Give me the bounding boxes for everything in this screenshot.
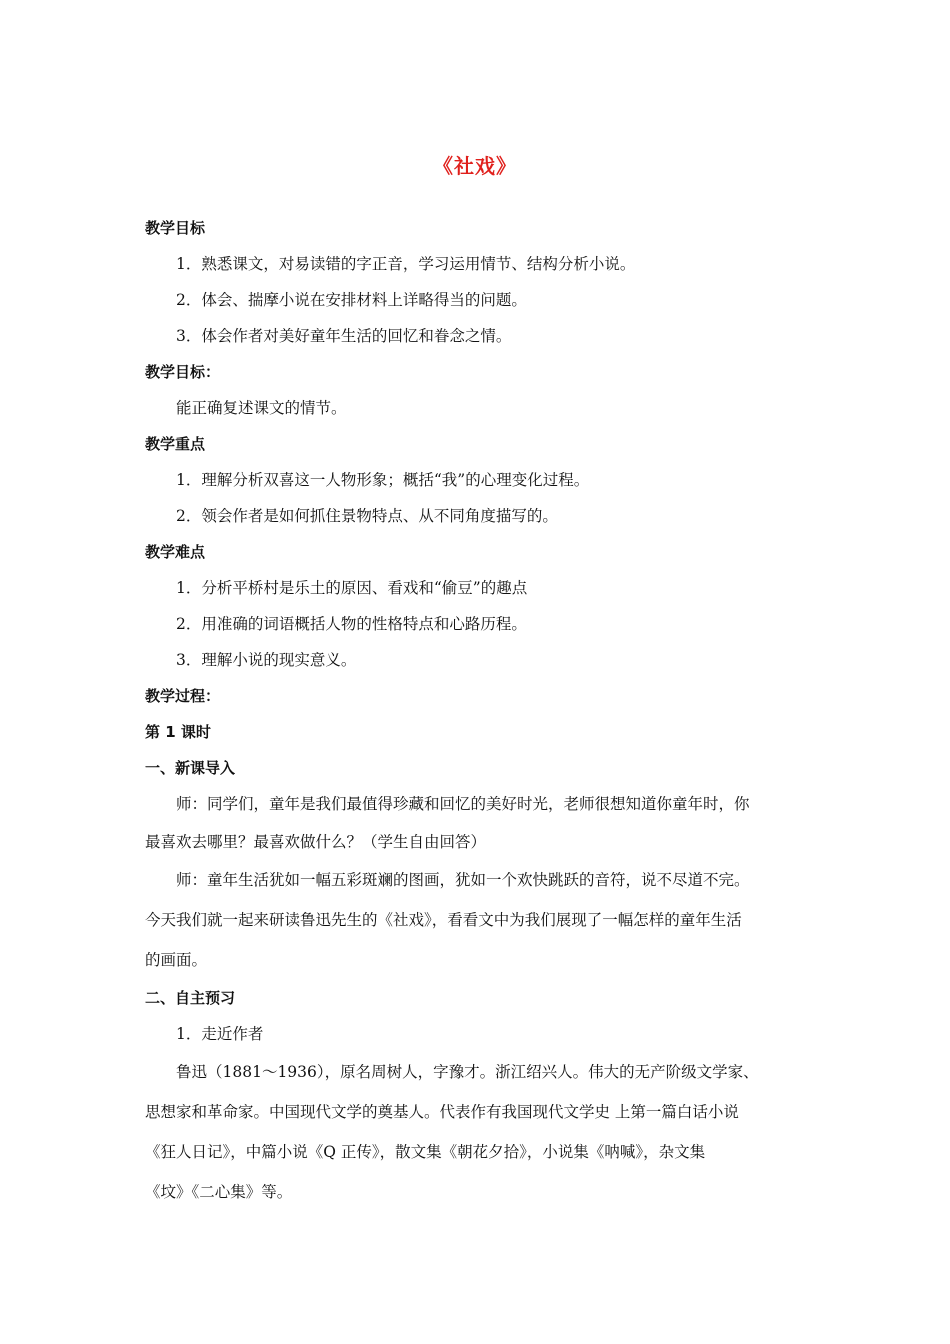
document-title: 《社戏》 — [433, 154, 517, 178]
paragraph-line: 最喜欢去哪里？最喜欢做什么？（学生自由回答） — [145, 833, 487, 851]
lesson-heading: 第 1 课时 — [145, 723, 211, 741]
paragraph-line: 《狂人日记》，中篇小说《Q 正传》，散文集《朝花夕拾》，小说集《呐喊》，杂文集 — [145, 1143, 706, 1161]
objective-item: 2．体会、揣摩小说在安排材料上详略得当的问题。 — [176, 291, 527, 309]
paragraph-line: 的画面。 — [145, 951, 208, 969]
focus-heading: 教学重点 — [145, 435, 206, 453]
difficulty-item: 2．用准确的词语概括人物的性格特点和心路历程。 — [176, 615, 527, 633]
difficulty-heading: 教学难点 — [145, 543, 206, 561]
process-heading: 教学过程： — [145, 687, 221, 705]
objective-item: 1．熟悉课文，对易读错的字正音，学习运用情节、结构分析小说。 — [176, 255, 636, 273]
paragraph-line: 师：同学们，童年是我们最值得珍藏和回忆的美好时光，老师很想知道你童年时，你 — [176, 795, 750, 813]
difficulty-item: 1．分析平桥村是乐土的原因、看戏和“偷豆”的趣点 — [176, 579, 528, 597]
objectives2-heading: 教学目标： — [145, 363, 221, 381]
objectives-heading: 教学目标 — [145, 219, 206, 237]
objective-item: 3．体会作者对美好童年生活的回忆和眷念之情。 — [176, 327, 512, 345]
part2-subheading: 1．走近作者 — [176, 1025, 264, 1043]
part2-heading: 二、自主预习 — [145, 989, 236, 1007]
difficulty-item: 3．理解小说的现实意义。 — [176, 651, 357, 669]
part1-heading: 一、新课导入 — [145, 759, 236, 777]
paragraph-line: 《坟》《二心集》等。 — [145, 1183, 293, 1201]
paragraph-line: 师：童年生活犹如一幅五彩斑斓的图画，犹如一个欢快跳跃的音符，说不尽道不完。 — [176, 871, 750, 889]
objective2-text: 能正确复述课文的情节。 — [176, 399, 347, 417]
paragraph-line: 鲁迅（1881～1936），原名周树人，字豫才。浙江绍兴人。伟大的无产阶级文学家、 — [176, 1063, 759, 1081]
focus-item: 1．理解分析双喜这一人物形象；概括“我”的心理变化过程。 — [176, 471, 590, 489]
paragraph-line: 今天我们就一起来研读鲁迅先生的《社戏》，看看文中为我们展现了一幅怎样的童年生活 — [145, 911, 742, 929]
paragraph-line: 思想家和革命家。中国现代文学的奠基人。代表作有我国现代文学史 上第一篇白话小说 — [145, 1103, 739, 1121]
focus-item: 2．领会作者是如何抓住景物特点、从不同角度描写的。 — [176, 507, 558, 525]
